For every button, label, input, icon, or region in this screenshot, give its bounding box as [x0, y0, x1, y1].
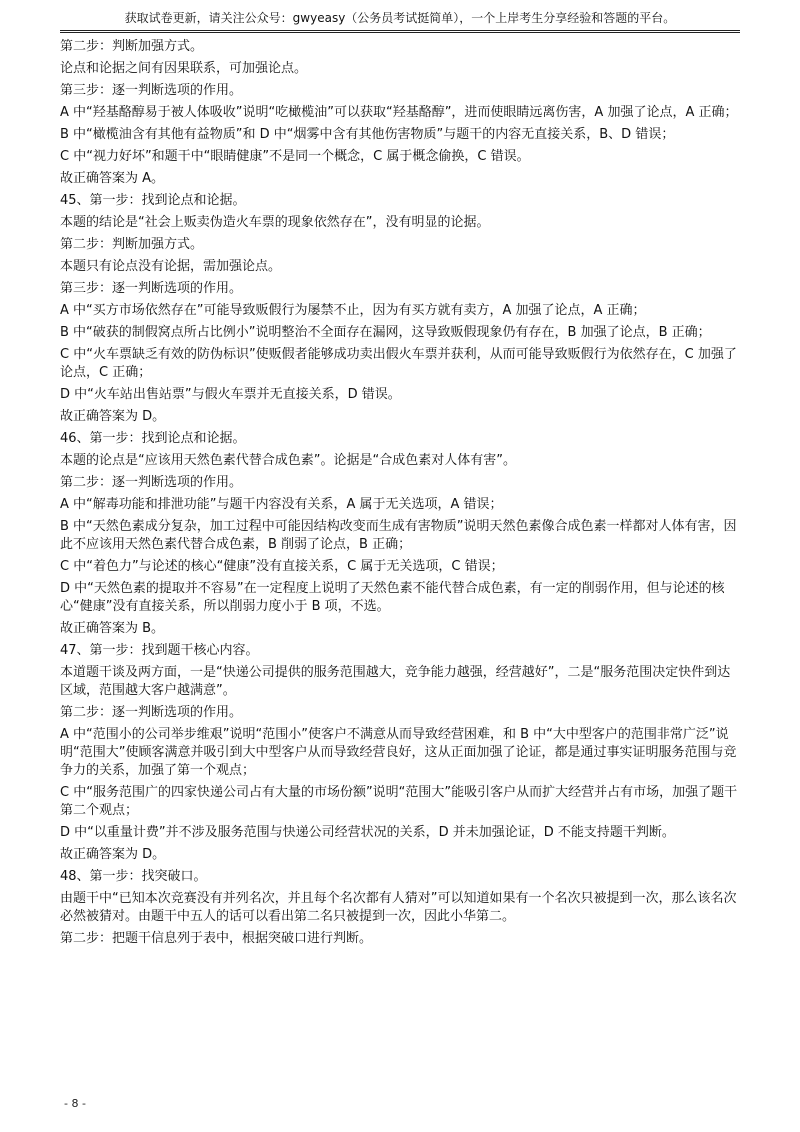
paragraph: 第二步：逐一判断选项的作用。 — [60, 475, 243, 490]
paragraph: 故正确答案为 B。 — [60, 621, 165, 636]
paragraph: 第二步：判断加强方式。 — [60, 237, 204, 252]
paragraph: 故正确答案为 D。 — [60, 409, 166, 424]
paragraph: B 中“天然色素成分复杂，加工过程中可能因结构改变而生成有害物质”说明天然色素像合成色素一样都对人体有害，因此不应该用天然色素代替合成色素，B 削弱了论点，B 正确； — [60, 519, 737, 552]
paragraph: 故正确答案为 D。 — [60, 847, 166, 862]
paragraph: B 中“破获的制假窝点所占比例小”说明整治不全面存在漏网，这导致贩假现象仍有存在，B 加强了论点，B 正确； — [60, 325, 711, 340]
paragraph: 本题的结论是“社会上贩卖伪造火车票的现象依然存在”，没有明显的论据。 — [60, 215, 490, 230]
document-body — [60, 38, 740, 952]
paragraph: A 中“买方市场依然存在”可能导致贩假行为屡禁不止，因为有买方就有卖方，A 加强了论点，A 正确； — [60, 303, 646, 318]
paragraph: D 中“以重量计费”并不涉及服务范围与快递公司经营状况的关系，D 并未加强论证，D 不能支持题干判断。 — [60, 825, 675, 840]
paragraph: C 中“火车票缺乏有效的防伪标识”使贩假者能够成功卖出假火车票并获利，从而可能导致贩假行为依然存在，C 加强了论点，C 正确； — [60, 347, 737, 380]
paragraph: B 中“橄榄油含有其他有益物质”和 D 中“烟雾中含有其他伤害物质”与题干的内容无直接关系，B、D 错误； — [60, 127, 675, 142]
page-number: - 8 - — [64, 1097, 86, 1110]
paragraph: 45、第一步：找到论点和论据。 — [60, 193, 246, 208]
paragraph: 第二步：逐一判断选项的作用。 — [60, 705, 243, 720]
paragraph: 第二步：把题干信息列于表中，根据突破口进行判断。 — [60, 931, 373, 946]
paragraph: A 中“羟基酪醇易于被人体吸收”说明“吃橄榄油”可以获取“羟基酪醇”，进而使眼睛远离伤害，A 加强了论点，A 正确； — [60, 105, 738, 120]
page-header: 获取试卷更新，请关注公众号：gwyeasy（公务员考试挺简单），一个上岸考生分享经验和答题的平台。 — [124, 11, 676, 25]
header-divider — [60, 30, 740, 33]
paragraph: 47、第一步：找到题干核心内容。 — [60, 643, 259, 658]
paragraph: A 中“范围小的公司举步维艰”说明“范围小”使客户不满意从而导致经营困难，和 B 中“大中型客户的范围非常广泛”说明“范围大”使顾客满意并吸引到大中型客户从而导致经营良好，这从正面加强了论证，都是通过事实证明服务范围与竞争力的关系，加强了第一个观点； — [60, 727, 737, 778]
paragraph: D 中“天然色素的提取并不容易”在一定程度上说明了天然色素不能代替合成色素，有一定的削弱作用，但与论述的核心“健康”没有直接关系，所以削弱力度小于 B 项，不选。 — [60, 581, 725, 614]
paragraph: C 中“服务范围广的四家快递公司占有大量的市场份额”说明“范围大”能吸引客户从而扩大经营并占有市场，加强了题干第二个观点； — [60, 785, 738, 818]
paragraph: 由题干中“已知本次竞赛没有并列名次，并且每个名次都有人猜对”可以知道如果有一个名次只被提到一次，那么该名次必然被猜对。由题干中五人的话可以看出第二名只被提到一次，因此小华第二。 — [60, 891, 737, 924]
paragraph: D 中“火车站出售站票”与假火车票并无直接关系，D 错误。 — [60, 387, 401, 402]
paragraph: 第三步：逐一判断选项的作用。 — [60, 83, 243, 98]
paragraph: 论点和论据之间有因果联系，可加强论点。 — [60, 61, 308, 76]
paragraph: C 中“着色力”与论述的核心“健康”没有直接关系，C 属于无关选项，C 错误； — [60, 559, 504, 574]
paragraph: A 中“解毒功能和排泄功能”与题干内容没有关系，A 属于无关选项，A 错误； — [60, 497, 503, 512]
paragraph: 本题只有论点没有论据，需加强论点。 — [60, 259, 282, 274]
paragraph: 48、第一步：找突破口。 — [60, 869, 207, 884]
paragraph: 故正确答案为 A。 — [60, 171, 165, 186]
paragraph: 46、第一步：找到论点和论据。 — [60, 431, 246, 446]
paragraph: 本题的论点是“应该用天然色素代替合成色素”。论据是“合成色素对人体有害”。 — [60, 453, 516, 468]
paragraph: 第二步：判断加强方式。 — [60, 39, 204, 54]
paragraph: 本道题干谈及两方面，一是“快递公司提供的服务范围越大，竞争能力越强，经营越好”，二是“服务范围决定快件到达区域，范围越大客户越满意”。 — [60, 665, 731, 698]
paragraph: 第三步：逐一判断选项的作用。 — [60, 281, 243, 296]
paragraph: C 中“视力好坏”和题干中“眼睛健康”不是同一个概念，C 属于概念偷换，C 错误。 — [60, 149, 530, 164]
